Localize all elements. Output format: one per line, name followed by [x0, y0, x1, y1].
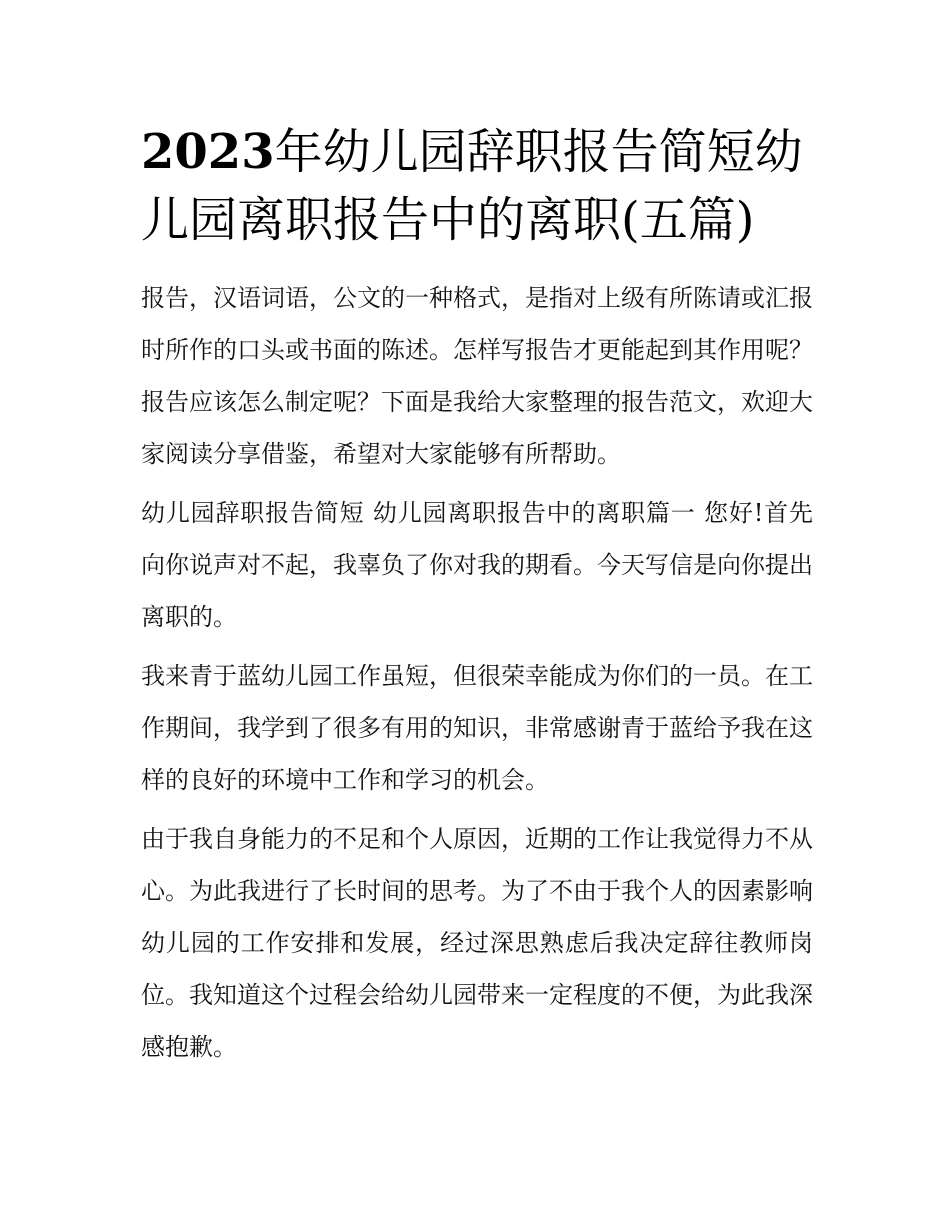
paragraph-gratitude: 我来青于蓝幼儿园工作虽短，但很荣幸能成为你们的一员。在工作期间，我学到了很多有用的知识，非常感谢青于蓝给予我在这样的良好的环境中工作和学习的机会。 [141, 662, 813, 794]
title-text: 年幼儿园辞职报告简短幼儿园离职报告中的离职(五篇) [141, 124, 803, 248]
paragraph-greeting: 幼儿园辞职报告简短 幼儿园离职报告中的离职篇一 您好!首先向你说声对不起，我辜负了你对我的期看。今天写信是向你提出离职的。 [141, 499, 813, 631]
document-content [141, 118, 813, 1080]
title-year: 2023 [141, 124, 275, 180]
document-body [141, 272, 813, 1073]
paragraph-reason: 由于我自身能力的不足和个人原因，近期的工作让我觉得力不从心。为此我进行了长时间的思考。为了不由于我个人的因素影响幼儿园的工作安排和发展，经过深思熟虑后我决定辞往教师岗位。我知道这个过程会给幼儿园带来一定程度的不便，为此我深感抱歉。 [141, 825, 813, 1061]
paragraph-intro: 报告，汉语词语，公文的一种格式，是指对上级有所陈请或汇报时所作的口头或书面的陈述。怎样写报告才更能起到其作用呢？报告应该怎么制定呢？下面是我给大家整理的报告范文，欢迎大家阅读分享借鉴，希望对大家能够有所帮助。 [141, 284, 813, 468]
document-title [141, 118, 813, 254]
